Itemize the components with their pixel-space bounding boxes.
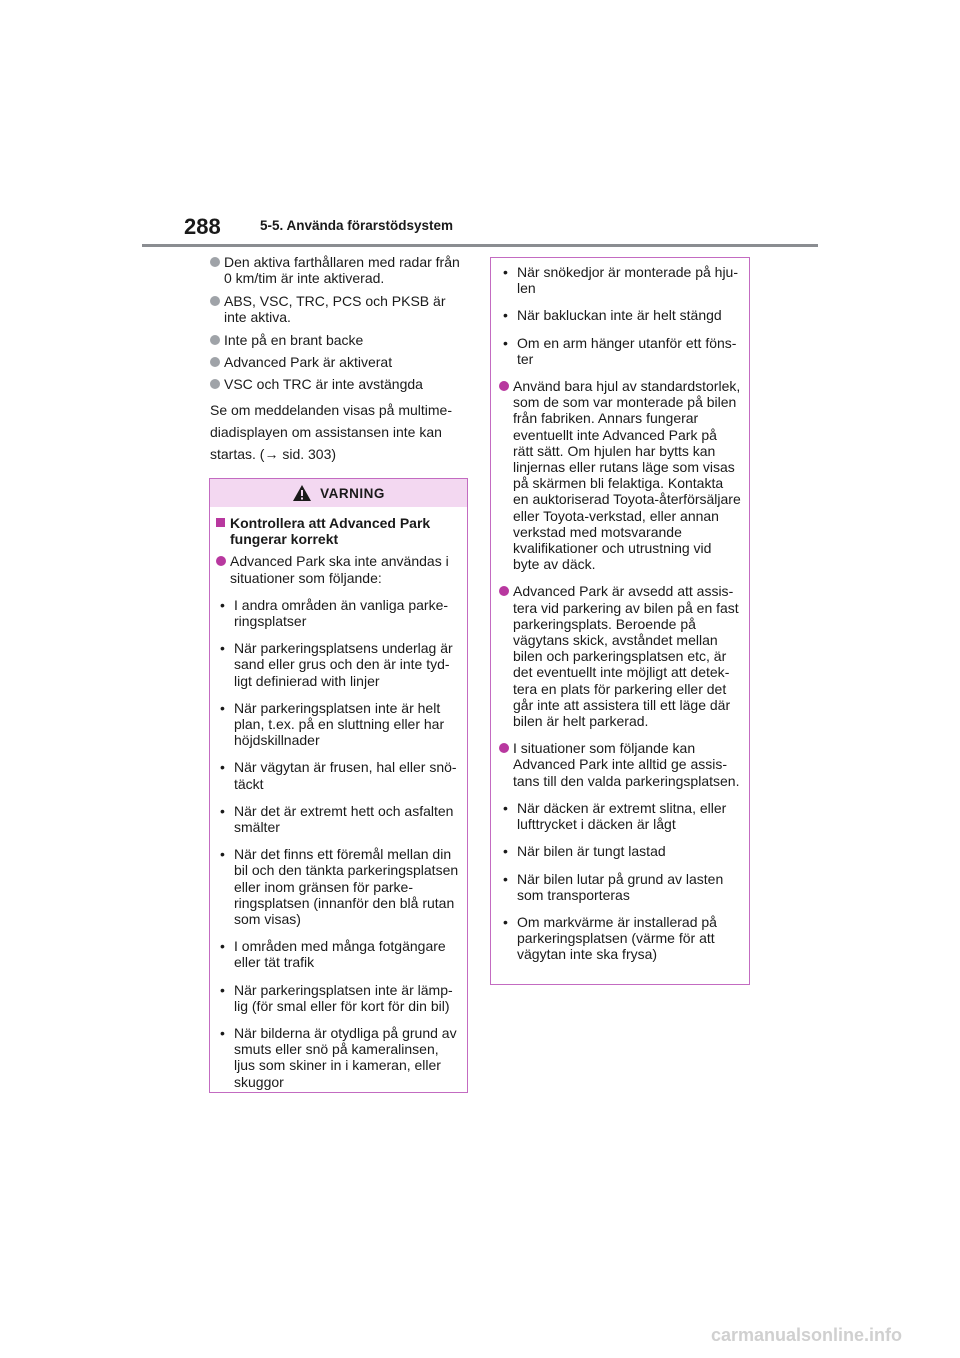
list-item: • I andra områden än vanliga parkeringsplatser (220, 596, 449, 630)
warning-continuation-box (490, 257, 750, 985)
list-item: ABS, VSC, TRC, PCS och PKSB är inte aktiva. (210, 293, 470, 326)
bullet-dot-icon (216, 556, 226, 566)
list-item: Använd bara hjul av standardstorlek, som de som var monterade på bilen från fabriken. Annars fungerar eventuellt inte Advanced Park på rätt sätt. Om hjulen har bytts kan linjernas eller rutans läge som visas på skärmen bli felaktiga. Kontakta en auktoriserad Toyota-återförsäljare eller Toyota-verkstad, eller annan verkstad med motsvarande kvalifikationer och utrustning vid byte av däck. (499, 378, 741, 572)
bullet-dot-icon (210, 296, 220, 306)
list-item: • När parkeringsplatsen inte är lämplig (för smal eller för kort för din bil) (220, 981, 453, 1014)
bullet-dot-icon (499, 743, 509, 753)
list-item: • Om markvärme är installerad på parkeringsplatsen (värme för att vägytan inte ska frysa) (503, 913, 717, 963)
warning-header (210, 479, 467, 507)
list-item: I situationer som följande kan Advanced Park inte alltid ge assistans till den valda parkeringsplatsen. (499, 740, 741, 789)
list-item: • När snökedjor är monterade på hjulen (503, 264, 739, 297)
list-item: Den aktiva farthållaren med radar från 0 km/tim är inte aktiverad. (210, 254, 470, 287)
warning-triangle-icon (292, 484, 312, 502)
list-item: • När bilen lutar på grund av lasten som transporteras (503, 870, 724, 903)
list-item: Advanced Park är avsedd att assistera vid parkering av bilen på en fast parkeringsplats. Beroende på vägytans skick, avståndet mellan bilen och parkeringsplatsen etc, är det eventuellt inte möjligt att detektera en plats för parkering eller det går inte att assistera till ett läge där bilen är helt parkerad. (499, 583, 741, 729)
warning-heading: Kontrollera att Advanced Park fungerar korrekt (216, 515, 461, 547)
bullet-dot-icon (499, 586, 509, 596)
square-bullet-icon (216, 518, 225, 527)
list-item: VSC och TRC är inte avstängda (210, 376, 470, 392)
list-item: • När parkeringsplatsens underlag är sand eller grus och den är inte tydligt definierad with linjer (220, 640, 453, 689)
bullet-dot-icon (210, 335, 220, 345)
warning-box (209, 478, 468, 1093)
list-item: • När bilderna är otydliga på grund av smuts eller snö på kameralinsen, ljus som skiner in i kameran, eller skuggor (220, 1025, 457, 1090)
bullet-dot-icon (210, 257, 220, 267)
page-number: 288 (184, 214, 221, 239)
list-item: • I områden med många fotgängare eller tät trafik (220, 938, 446, 971)
list-item: • Om en arm hänger utanför ett fönster (503, 334, 737, 367)
reference-paragraph: Se om meddelanden visas på multimediadisplayen om assistansen inte kan startas. (→ sid. 303) (210, 401, 453, 462)
warning-intro: Advanced Park ska inte användas i situationer som följande: (216, 553, 461, 585)
list-item: Inte på en brant backe (210, 332, 470, 348)
bullet-dot-icon (499, 381, 509, 391)
list-item: • När bakluckan inte är helt stängd (503, 307, 722, 324)
list-item: Advanced Park är aktiverat (210, 354, 470, 370)
section-title: 5-5. Använda förarstödsystem (260, 218, 454, 233)
left-column (210, 254, 470, 465)
warning-title: VARNING (320, 485, 385, 501)
bullet-dot-icon (210, 379, 220, 389)
list-item: • När det finns ett föremål mellan din bil och den tänkta parkeringsplatsen eller inom gränsen för parkeringsplatsen (innanför den blå rutan som visas) (220, 846, 459, 928)
list-item: • När det är extremt hett och asfalten smälter (220, 802, 454, 836)
list-item: • När parkeringsplatsen inte är helt plan, t.ex. på en sluttning eller har höjdskillnader (220, 699, 445, 749)
list-item: • När däcken är extremt slitna, eller lufttrycket i däcken är lågt (503, 799, 727, 833)
watermark: carmanualsonline.info (710, 1325, 902, 1345)
list-item: • När vägytan är frusen, hal eller snötäckt (220, 759, 457, 792)
list-item: • När bilen är tungt lastad (503, 843, 666, 860)
bullet-dot-icon (210, 357, 220, 367)
header-divider (142, 244, 818, 247)
